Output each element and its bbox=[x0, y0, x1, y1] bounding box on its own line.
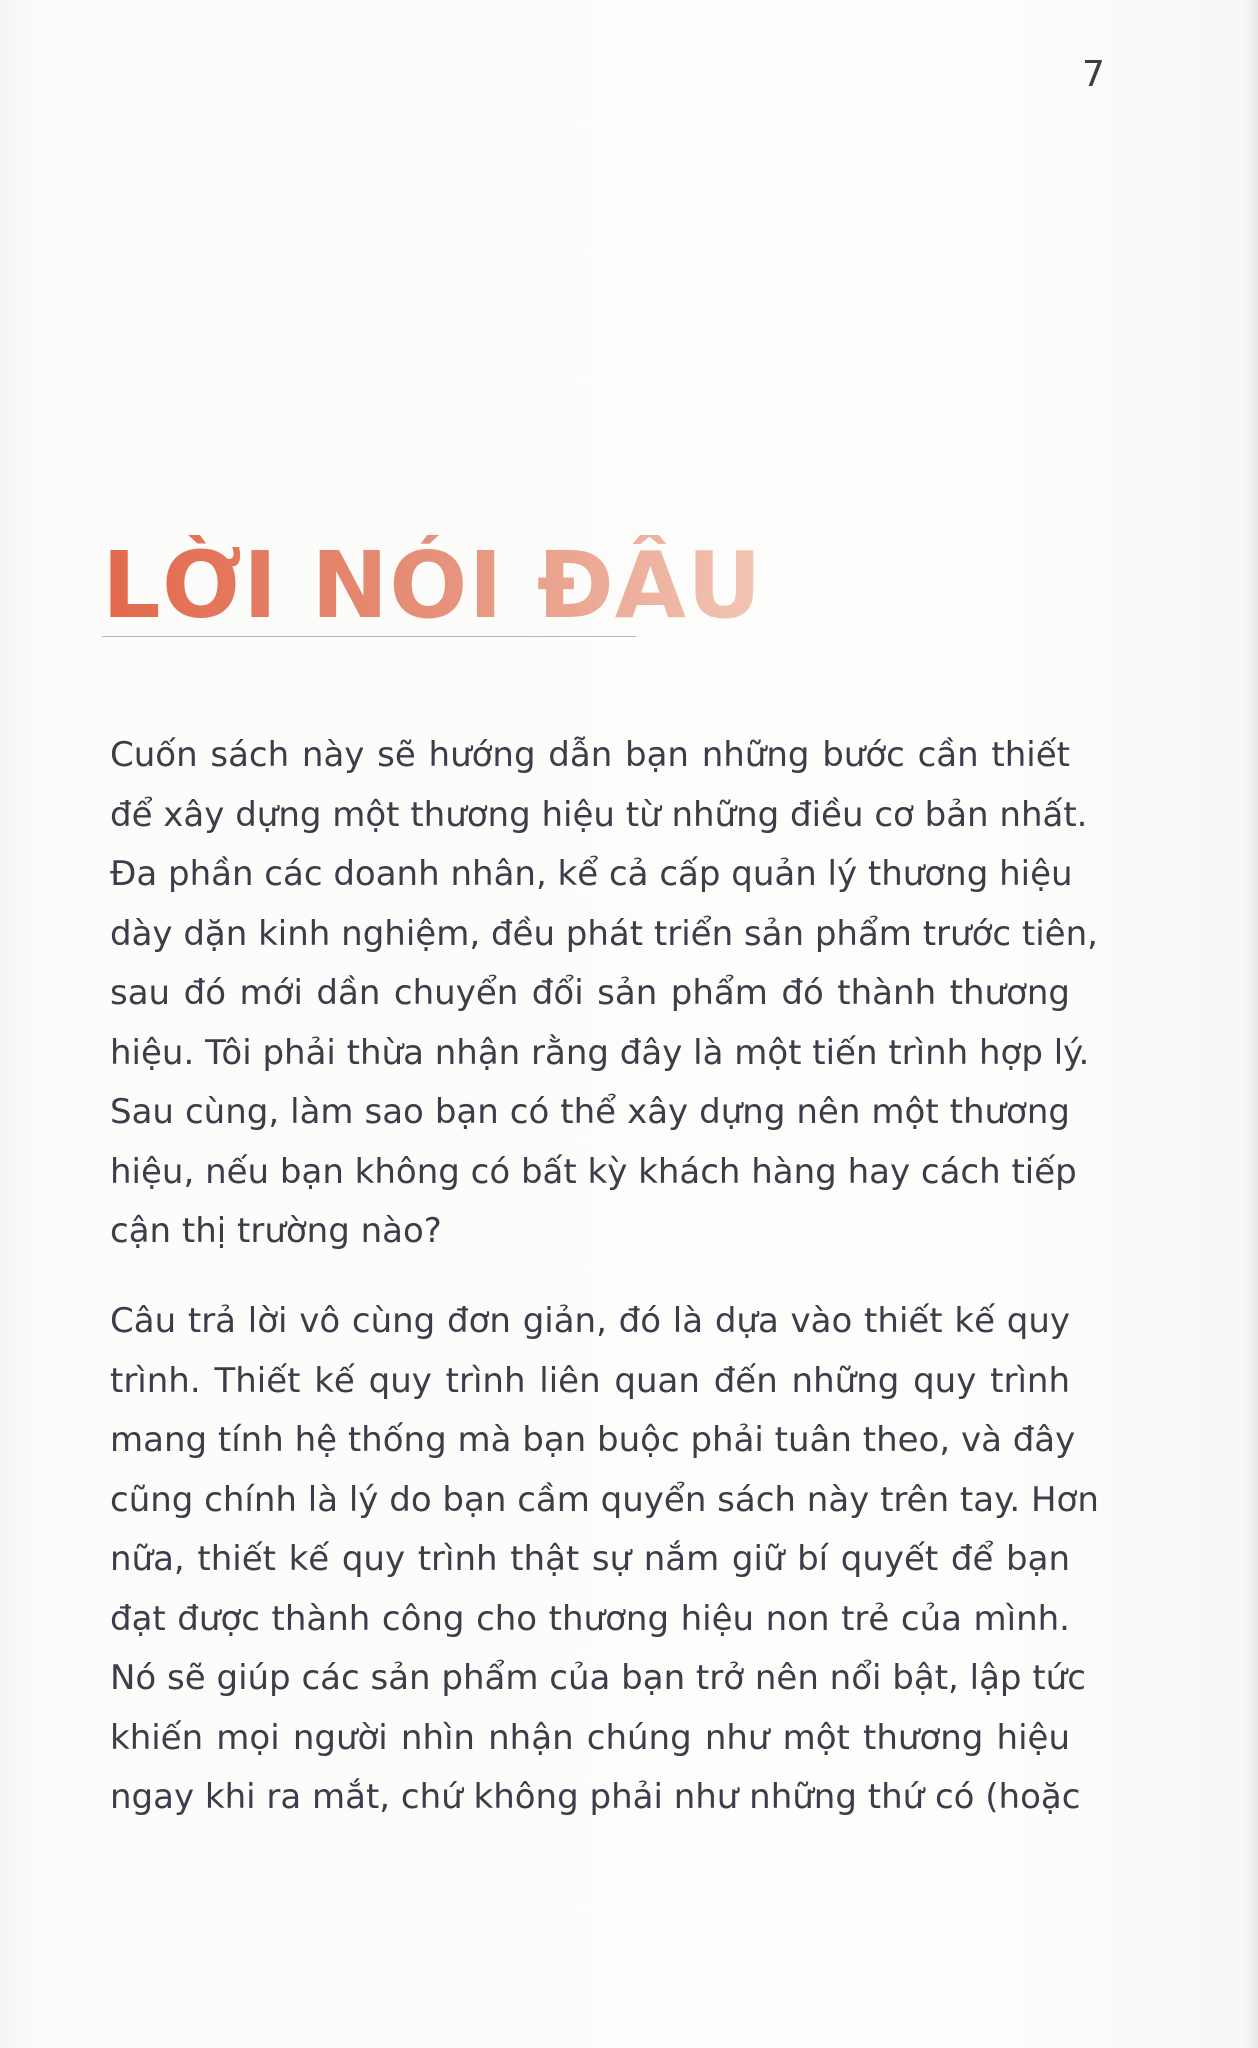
paragraph-line: sau đó mới dần chuyển đổi sản phẩm đó thành thương bbox=[110, 973, 1070, 1013]
paragraph-line: khiến mọi người nhìn nhận chúng như một thương hiệu bbox=[110, 1717, 1070, 1758]
paragraph-line: hiệu. Tôi phải thừa nhận rằng đây là một tiến trình hợp lý. bbox=[110, 1032, 1090, 1073]
paragraph-1 bbox=[110, 726, 1098, 1262]
paragraph-line: trình. Thiết kế quy trình liên quan đến những quy trình bbox=[110, 1360, 1070, 1401]
paragraph-line: Câu trả lời vô cùng đơn giản, đó là dựa vào thiết kế quy bbox=[110, 1301, 1070, 1341]
paragraph-line: đạt được thành công cho thương hiệu non trẻ của mình. bbox=[110, 1598, 1070, 1639]
page-number: 7 bbox=[1082, 54, 1105, 95]
page-edge-shadow bbox=[1244, 0, 1258, 2048]
paragraph-line: Sau cùng, làm sao bạn có thể xây dựng nên một thương bbox=[110, 1092, 1070, 1132]
paragraph-line: Đa phần các doanh nhân, kể cả cấp quản lý thương hiệu bbox=[110, 854, 1073, 894]
paragraph-line: cũng chính là lý do bạn cầm quyển sách này trên tay. Hơn bbox=[110, 1479, 1099, 1520]
paragraph-line: ngay khi ra mắt, chứ không phải như những thứ có (hoặc bbox=[110, 1777, 1081, 1817]
paragraph-line: dày dặn kinh nghiệm, đều phát triển sản phẩm trước tiên, bbox=[110, 913, 1098, 954]
paragraph-line: Cuốn sách này sẽ hướng dẫn bạn những bước cần thiết bbox=[110, 735, 1070, 775]
paragraph-line: nữa, thiết kế quy trình thật sự nắm giữ bí quyết để bạn bbox=[110, 1539, 1070, 1579]
chapter-title: LỜI NÓI ĐẦU bbox=[102, 532, 763, 639]
heading-underline bbox=[102, 636, 636, 637]
paragraph-line: hiệu, nếu bạn không có bất kỳ khách hàng hay cách tiếp bbox=[110, 1151, 1077, 1192]
paragraph-line: cận thị trường nào? bbox=[110, 1211, 442, 1251]
paragraph-line: Nó sẽ giúp các sản phẩm của bạn trở nên nổi bật, lập tức bbox=[110, 1658, 1086, 1698]
paragraph-line: mang tính hệ thống mà bạn buộc phải tuân theo, và đây bbox=[110, 1420, 1076, 1460]
paragraph-2 bbox=[110, 1292, 1099, 1828]
paragraph-line: để xây dựng một thương hiệu từ những điều cơ bản nhất. bbox=[110, 794, 1088, 835]
